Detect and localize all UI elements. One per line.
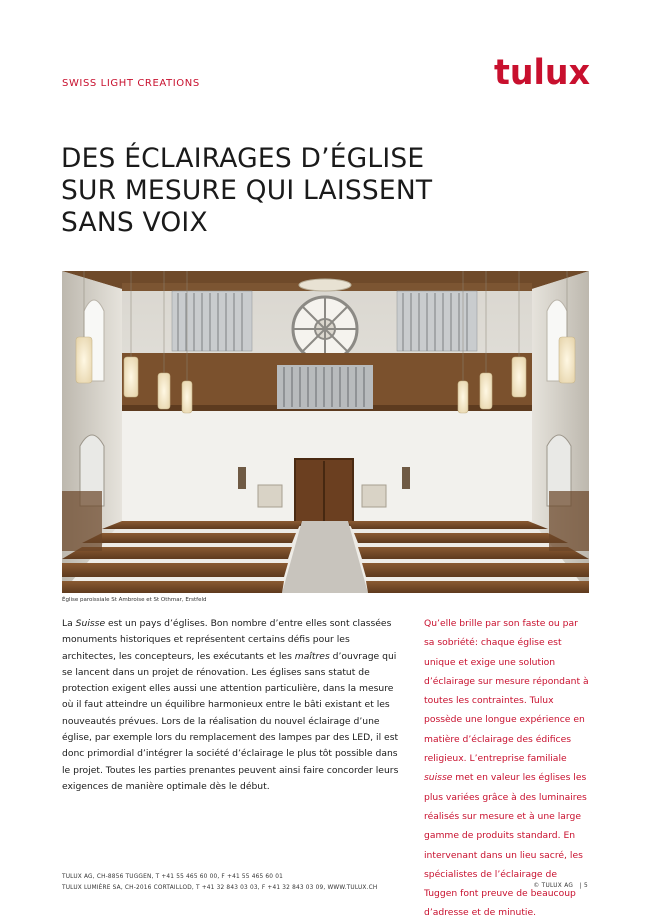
tulux-logo <box>494 54 590 90</box>
body-left-segment: d’ouvrage qui se lancent dans un projet de rénovation. Les églises sans statut de protection exigent elles aussi une attention particulière, dans la mesure où il faut atteindre un équilibre harmonieux entre le bâti existant et les nouveautés prévues. Lors de la réalisation du nouvel éclairage d’une église, par exemple lors du remplacement des lampes par des LED, il est donc primordial d’intégrer la société d’éclairage le plus tôt possible dans le projet. Toutes les parties prenantes peuvent ainsi faire concorder leurs exigences de manière optimale dès le début. <box>62 650 399 792</box>
footer-copyright: © TULUX AG <box>533 883 574 889</box>
body-right-emphasis: suisse <box>424 772 453 784</box>
footer-address-line-1: TULUX AG, CH-8856 TUGGEN, T +41 55 465 60 00, F +41 55 465 60 01 <box>62 874 284 880</box>
body-left-segment: est un pays d’églises. Bon nombre d’entre elles sont classées monuments historiques et représentent certains défis pour les architectes, les concepteurs, les exécutants et les <box>62 618 392 662</box>
headline-line-3: SANS VOIX <box>61 207 208 238</box>
body-text-left <box>62 616 400 795</box>
eyebrow-tagline: SWISS LIGHT CREATIONS <box>62 78 200 89</box>
body-text-right-highlight <box>424 614 590 923</box>
footer-address-line-2: TULUX LUMIÈRE SA, CH-2016 CORTAILLOD, T +41 32 843 03 03, F +41 32 843 03 09, WWW.TULUX.CH <box>62 885 378 891</box>
body-left-emphasis: Suisse <box>75 618 106 629</box>
body-left-segment: La <box>62 618 76 629</box>
body-right-segment: Qu’elle brille par son faste ou par sa sobriété: chaque église est unique et exige une solution d’éclairage sur mesure répondant à toutes les contraintes. Tulux possède une longue expérience en matière d’éclairage des édifices religieux. L’entreprise familiale <box>424 618 589 765</box>
headline-line-2: SUR MESURE QUI LAISSENT <box>61 175 433 206</box>
logo-wordmark: tulux <box>494 54 590 90</box>
footer-page-info <box>533 883 588 889</box>
page-headline <box>61 143 601 239</box>
body-left-emphasis: maîtres <box>294 650 330 662</box>
page-number: | 5 <box>579 883 588 889</box>
photo-caption: Église paroissiale St Ambroise et St Othmar, Erstfeld <box>62 597 207 603</box>
headline-line-1: DES ÉCLAIRAGES D’ÉGLISE <box>61 143 425 174</box>
footer-addresses <box>62 872 377 894</box>
church-interior-photo <box>62 271 589 593</box>
body-right-segment: met en valeur les églises les plus variées grâce à des luminaires réalisés sur mesure et à une large gamme de produits standard. En intervenant dans un lieu sacré, les spécialistes de l’éclairage de Tuggen font preuve de beaucoup d’adresse et de minutie. <box>424 772 587 919</box>
